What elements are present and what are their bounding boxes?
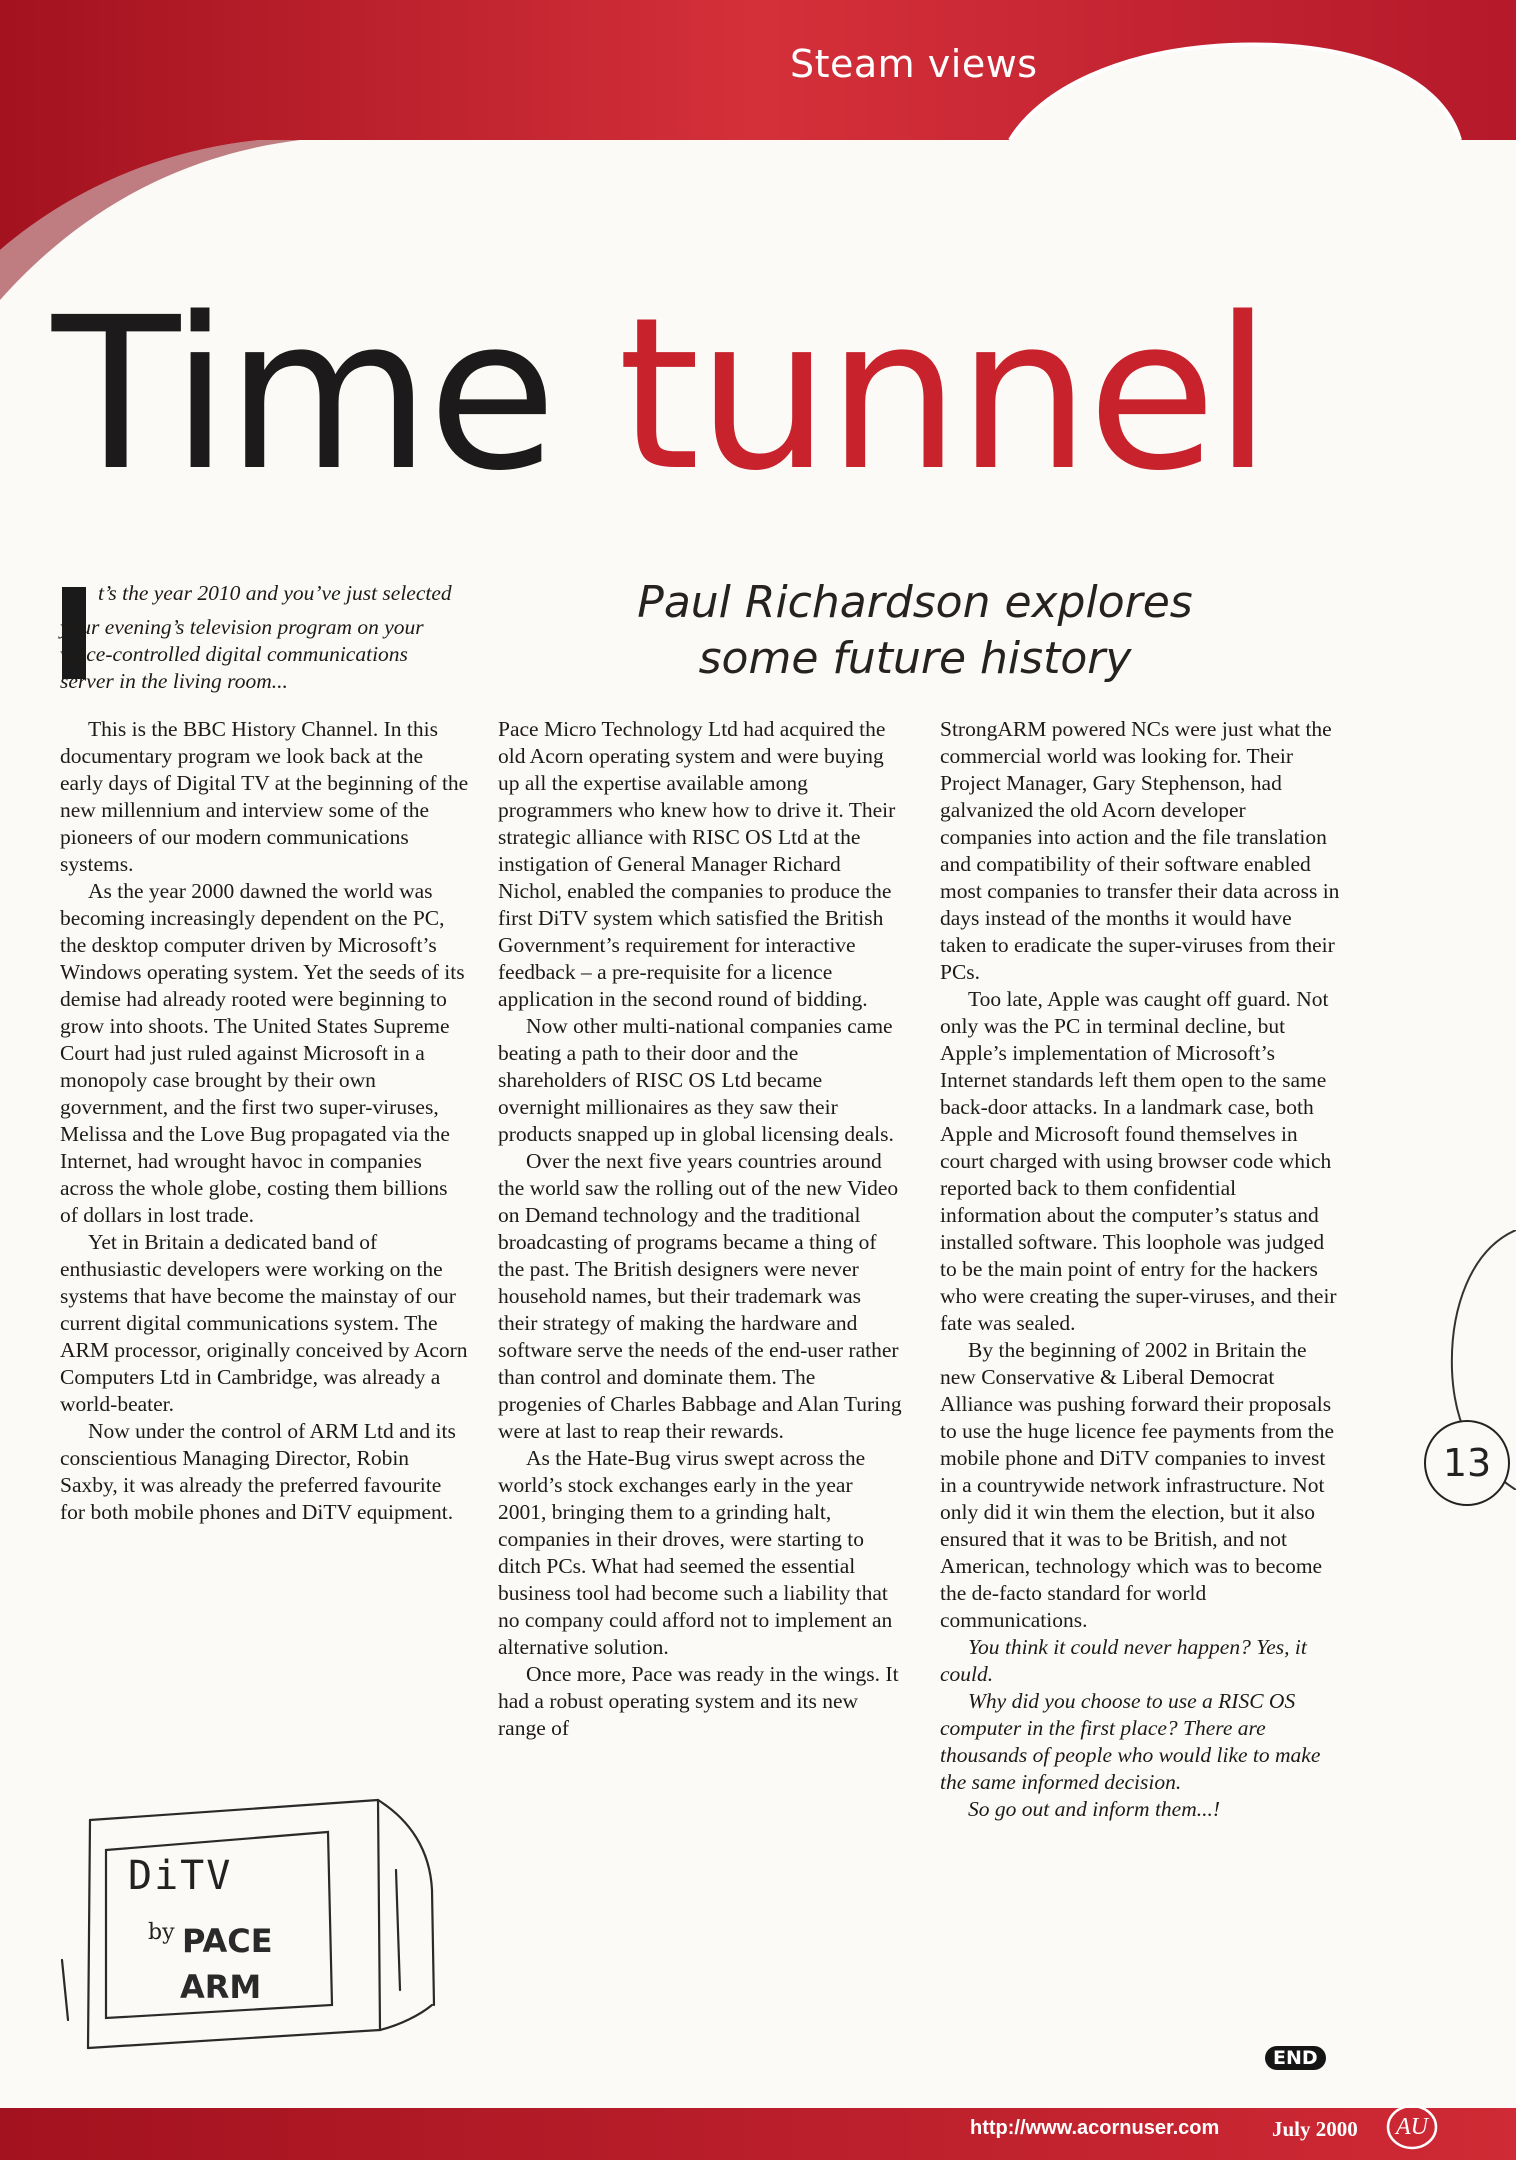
closing-paragraph: Why did you choose to use a RISC OS computer in the first place? There are thousands of people who would like to make the same informed decision. [940, 1689, 1321, 1794]
paragraph: Now under the control of ARM Ltd and its conscientious Managing Director, Robin Saxby, it was already the preferred favourite for both mobile phones and DiTV equipment. [60, 1419, 456, 1524]
closing-paragraph: So go out and inform them...! [968, 1797, 1221, 1821]
paragraph: Once more, Pace was ready in the wings. It had a robust operating system and its new range of [498, 1662, 899, 1740]
standfirst-line-1: Paul Richardson explores [637, 577, 1193, 628]
intro-text: t’s the year 2010 and you’ve just selected your evening’s television program on your voice-controlled digital communications server in the living room... [60, 581, 452, 693]
sketch-label-arm: ARM [180, 1968, 262, 2006]
page-number: 13 [1424, 1420, 1510, 1506]
paragraph: As the Hate-Bug virus swept across the world’s stock exchanges early in the year 2001, bringing them to a grinding halt, companies in their droves, were starting to ditch PCs. What had seemed the essential business tool had become such a liability that no company could afford not to implement an alternative solution. [498, 1446, 893, 1659]
intro-paragraph [60, 580, 465, 695]
sketch-label-pace: PACE [182, 1922, 273, 1960]
paragraph: Yet in Britain a dedicated band of enthusiastic developers were working on the systems that have become the mainstay of our current digital communications system. The ARM processor, originally conceived by Acorn Computers Ltd in Cambridge, was already a world-beater. [60, 1230, 468, 1416]
paragraph: This is the BBC History Channel. In this documentary program we look back at the early days of Digital TV at the beginning of the new millennium and interview some of the pioneers of our modern communications systems. [60, 717, 469, 876]
footer-date: July 2000 [1272, 2117, 1358, 2141]
closing-paragraph: You think it could never happen? Yes, it could. [940, 1635, 1307, 1686]
paragraph: Too late, Apple was caught off guard. Not only was the PC in terminal decline, but Apple’s implementation of Microsoft’s Internet standards left them open to the same back-door attacks. In a landmark case, both Apple and Microsoft found themselves in court charged with using browser code which reported back to them confidential information about the computer’s status and installed software. This loophole was judged to be the main point of entry for the hackers who were creating the super-viruses, and their fate was sealed. [940, 987, 1337, 1335]
sketch-label-by: by [148, 1920, 175, 1945]
paragraph: Over the next five years countries around the world saw the rolling out of the new Video on Demand technology and the traditional broadcasting of programs became a thing of the past. The British designers were never household names, but their trademark was their strategy of making the hardware and software serve the needs of the end-user rather than control and dominate them. The progenies of Charles Babbage and Alan Turing were at last to reap their rewards. [498, 1149, 902, 1443]
article-column-2 [498, 716, 903, 1742]
footer-url-link[interactable]: http://www.acornuser.com [970, 2117, 1220, 2139]
standfirst [590, 575, 1240, 687]
headline-word-time: Time [52, 272, 554, 517]
end-badge: END [1265, 2046, 1326, 2070]
paragraph: StrongARM powered NCs were just what the commercial world was looking for. Their Project Manager, Gary Stephenson, had galvanized the old Acorn developer companies into action and the file translation and compatibility of their software enabled most companies to transfer their data across in days instead of the months it would have taken to eradicate the super-viruses from their PCs. [940, 717, 1340, 984]
sketch-label-ditv: DiTV [128, 1853, 233, 1899]
paragraph: By the beginning of 2002 in Britain the new Conservative & Liberal Democrat Alliance was pushing forward their proposals to use the huge licence fee payments from the mobile phone and DiTV companies to invest in a countrywide network infrastructure. Not only did it win them the election, but it also ensured that it was to be British, and not American, technology which was to become the de-facto standard for world communications. [940, 1338, 1335, 1632]
section-label: Steam views [790, 42, 1038, 86]
paragraph: Now other multi-national companies came beating a path to their door and the shareholders of RISC OS Ltd became overnight millionaires as they saw their products snapped up in global licensing deals. [498, 1014, 894, 1146]
paragraph: As the year 2000 dawned the world was becoming increasingly dependent on the PC, the desktop computer driven by Microsoft’s Windows operating system. Yet the seeds of its demise had already rooted were beginning to grow into shoots. The United States Supreme Court had just ruled against Microsoft in a monopoly case brought by their own government, and the first two super-viruses, Melissa and the Love Bug propagated via the Internet, had wrought havoc in companies across the whole globe, costing them billions of dollars in lost trade. [60, 879, 465, 1227]
article-headline [52, 272, 1269, 517]
headline-word-tunnel: tunnel [617, 272, 1269, 517]
article-column-1 [60, 716, 470, 1526]
paragraph: Pace Micro Technology Ltd had acquired the old Acorn operating system and were buying up all the expertise available among programmers who knew how to drive it. Their strategic alliance with RISC OS Ltd at the instigation of General Manager Richard Nichol, enabled the companies to produce the first DiTV system which satisfied the British Government’s requirement for interactive feedback – a pre-requisite for a licence application in the second round of bidding. [498, 717, 896, 1011]
logo-text: AU [1396, 2114, 1428, 2140]
standfirst-line-2: some future history [698, 633, 1132, 684]
article-column-3 [940, 716, 1340, 1823]
dropcap-letter [60, 587, 98, 614]
